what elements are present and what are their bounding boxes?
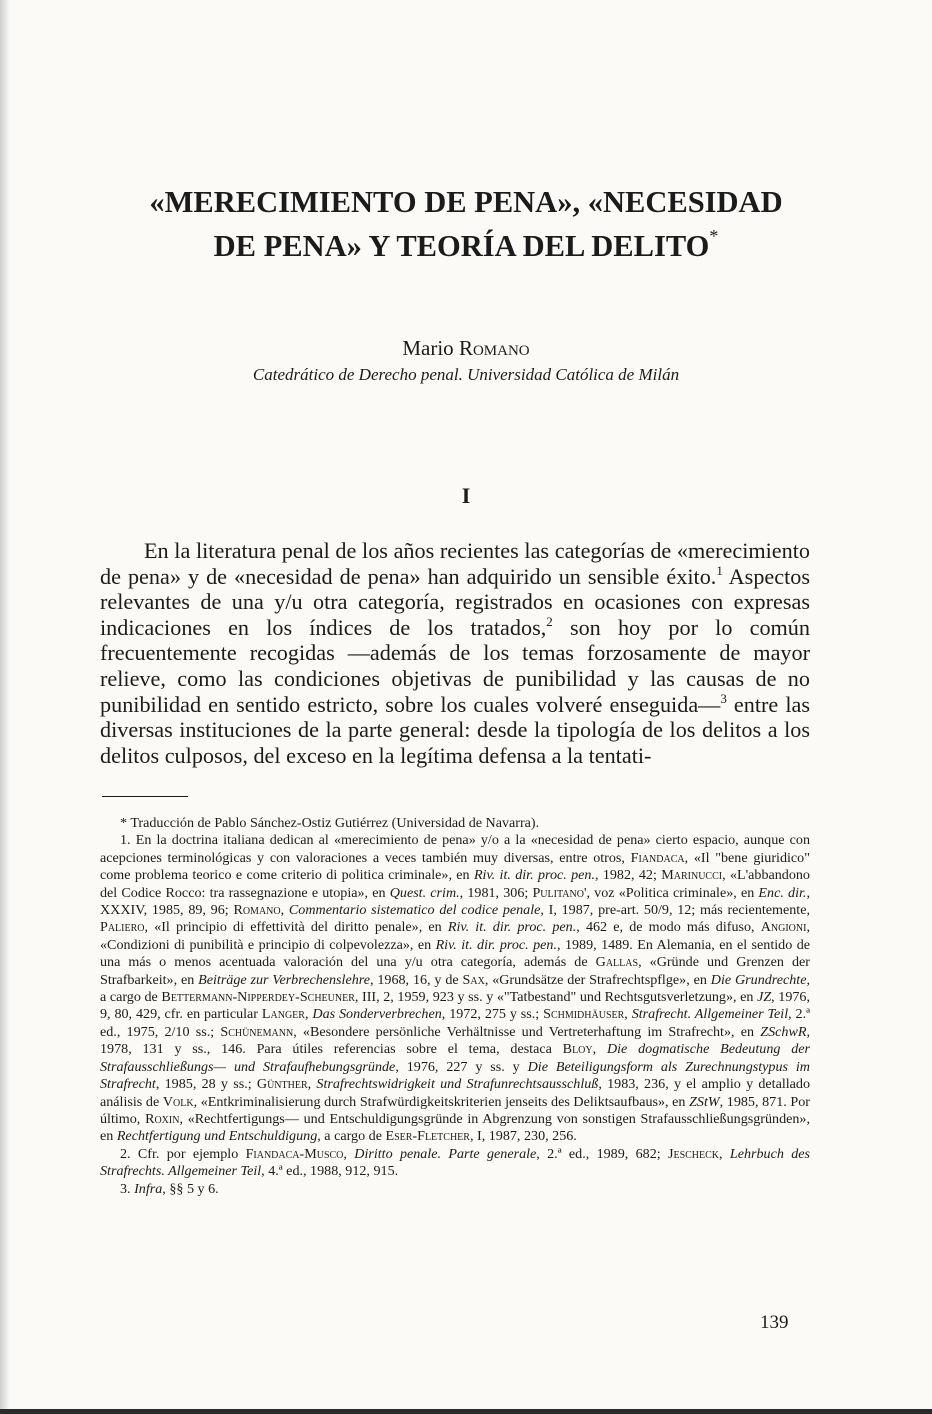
text-run: , 4.ª ed., 1988, 912, 915. (261, 1163, 399, 1180)
text-run: , 1978, 131 y ss., 146. Para útiles referencias sobre el tema, destaca (100, 1023, 810, 1058)
author-citation: Marinucci (661, 867, 723, 884)
text-run: 3. (120, 1180, 135, 1197)
page-number: 139 (760, 1312, 789, 1333)
italic-title: Riv. it. dir. proc. pen. (473, 867, 595, 884)
author-citation: Angioni (760, 919, 807, 936)
footnote-separator (102, 796, 188, 797)
text-run: , I, 1987, pre-art. 50/9, 12; más recientemente, (540, 902, 810, 919)
text-run: , 1983, 236, y el amplio y detallado análisis de (100, 1076, 811, 1110)
author-citation: Langer (261, 1006, 305, 1023)
author-citation: Volk (162, 1093, 194, 1110)
italic-title: Riv. it. dir. proc. pen. (435, 936, 557, 953)
text-run: , 1981, 306; (459, 884, 533, 901)
text-run: , 1985, 871. Por último, (100, 1093, 810, 1127)
text-run: , «Gründe und Grenzen der Strafbarkeit», en (100, 954, 810, 988)
author-citation: Romano (233, 902, 281, 919)
text-run: , «Il principio di effettività del diritto penale», en (144, 919, 448, 936)
text-run: , 1976, 227 y ss. y (395, 1058, 528, 1075)
footnotes (100, 815, 810, 1198)
scan-shadow-bottom (0, 1409, 932, 1414)
italic-title: Enc. dir. (758, 884, 807, 901)
article-title (60, 180, 872, 268)
italic-title: Die dogmatische Bedeutung der Strafausschließungs— und Strafaufhebungsgründe (100, 1041, 811, 1075)
author-citation: Pulitano' (532, 884, 587, 901)
text-run: , 1968, 16, y de (369, 971, 463, 988)
text-run: 1. En la doctrina italiana dedican al «merecimiento de pena» y/o a la «necesidad de pena» cierto espacio, aunque con acepciones terminológicas y con valoraciones a veces también muy diversas, entre otros, (100, 832, 810, 866)
text-run: , §§ 5 y 6. (162, 1180, 219, 1197)
author-citation: Jescheck (667, 1145, 720, 1162)
footnote-reference: 3 (720, 690, 727, 706)
italic-title: Beiträge zur Verbrechenslehre (198, 971, 370, 988)
text-run: , 1972, 275 y ss.; (441, 1006, 544, 1023)
italic-title: Die Grundrechte (710, 971, 807, 988)
author-citation: Bettermann-Nipperdey-Scheuner (161, 989, 355, 1006)
article-title-line-1: «MERECIMIENTO DE PENA», «NECESIDAD (149, 185, 783, 219)
footnote (100, 815, 810, 832)
author-citation: Paliero (100, 919, 145, 936)
footnote-reference: 1 (716, 562, 723, 578)
italic-title: Quest. crim. (389, 884, 460, 901)
italic-title: Strafrechtswidrigkeit und Strafunrechtsausschluß (316, 1076, 599, 1093)
text-run: , voz «Politica criminale», en (586, 884, 759, 901)
text-run: , «Besondere persönliche Verhältnisse und Vertreterhaftung im Strafrecht», en (293, 1023, 761, 1040)
text-run: , XXXIV, 1985, 89, 96; (100, 884, 810, 919)
footnote-reference: 2 (546, 613, 553, 629)
text-run: , «Condizioni di punibilità e principio di colpevolezza», en (100, 919, 810, 953)
text-run: , 1976, 9, 80, 429, cfr. en particular (100, 989, 810, 1023)
italic-title: Riv. it. dir. proc. pen. (447, 919, 577, 936)
scan-shadow-left (0, 0, 10, 1414)
text-run: , (304, 1006, 313, 1023)
author-first-name: Mario (402, 336, 454, 360)
text-run: , 1989, 1489. En Alemania, en el sentido de una más o menos acentuada valoración del una y/u otra categoría, además de (100, 936, 810, 971)
text-run: 2. Cfr. por ejemplo (120, 1145, 246, 1162)
text-run: , (719, 1145, 730, 1162)
author-citation: Roxin (145, 1110, 180, 1127)
author-citation: Gallas (595, 954, 639, 971)
body-paragraph (100, 538, 810, 768)
italic-title: Infra (134, 1180, 163, 1197)
article-title-line-2: DE PENA» Y TEORÍA DEL DELITO (213, 229, 710, 263)
text-run: son hoy por lo común frecuentemente recogidas —además de los temas forzosamente de mayor relieve, como las condiciones objetivas de punibilidad y las causas de no punibilidad en sentido estricto, sobre los cuales volveré enseguida— (100, 614, 810, 717)
author-affiliation: Catedrático de Derecho penal. Universidad Católica de Milán (252, 365, 680, 384)
author-citation: Sax (462, 971, 485, 988)
italic-title: Das Sonderverbrechen (312, 1006, 442, 1023)
text-run: * Traducción de Pablo Sánchez-Ostiz Gutiérrez (Universidad de Navarra). (120, 815, 540, 831)
text-run: , (280, 902, 289, 919)
author-citation: Schmidhäuser (543, 1006, 625, 1023)
italic-title: Rechtfertigung und Entschuldigung (116, 1128, 318, 1145)
italic-title: ZStW (689, 1093, 720, 1110)
text-run: Aspectos relevantes de una y/u otra categoría, registrados en ocasiones con expresas indicaciones en los índices de los tratados, (100, 563, 810, 640)
footnote (100, 1181, 810, 1198)
author-citation: Fiandaca-Musco (245, 1145, 344, 1162)
text-run: , (307, 1076, 317, 1093)
text-run: , I, 1987, 230, 256. (469, 1128, 577, 1145)
text-run: , (624, 1006, 632, 1023)
italic-title: Die Beteiligungsform als Zurechnungstypus im Strafrecht (100, 1058, 810, 1093)
text-run: , «Entkriminalisierung durch Strafwürdigkeitskriterien jenseits des Deliktsaufbaus», en (193, 1093, 690, 1110)
text-run: , 462 e, de modo más difuso, (576, 919, 761, 936)
text-run: , III, 2, 1959, 923 y ss. y «"Tatbestand" und Rechtsgutsverletzung», en (354, 989, 758, 1006)
title-footnote-marker: * (709, 226, 719, 246)
author-citation: Bloy (562, 1041, 593, 1058)
text-run: , (592, 1041, 607, 1058)
author-citation: Günther (256, 1076, 308, 1093)
author-citation: Eser-Fletcher (385, 1128, 470, 1145)
text-run: , «Grundsätze der Strafrechtspflge», en (484, 971, 711, 988)
text-run: , 1985, 28 y ss.; (155, 1076, 257, 1093)
italic-title: Commentario sistematico del codice penale (288, 902, 541, 919)
text-run: , 2.ª ed., 1975, 2/10 ss.; (100, 1006, 811, 1040)
text-run: En la literatura penal de los años recientes las categorías de «merecimiento de pena» y de «necesidad de pena» han adquirido un sensible éxito. (100, 538, 810, 589)
text-run: , «Rechtfertigungs— und Entschuldigungsgründe in Abgrenzung von sonstigen Strafausschließungsgründen», en (100, 1110, 810, 1145)
text-run: , «Il "bene giuridico" come problema teorico e come criterio di politica criminale», en (100, 849, 810, 884)
text-run: , «L'abbandono del Codice Rocco: tra rassegnazione e utopia», en (100, 867, 810, 901)
text-run: , 1982, 42; (594, 867, 662, 884)
footnote (100, 1146, 810, 1181)
author-citation: Fiandaca (630, 849, 685, 866)
italic-title: Strafrecht. Allgemeiner Teil (631, 1006, 789, 1023)
text-run: , a cargo de (317, 1128, 386, 1145)
italic-title: ZSchwR (760, 1023, 807, 1040)
author-name (80, 335, 852, 361)
author-last-name: Romano (458, 336, 530, 360)
section-heading: I (461, 483, 471, 508)
footnote (100, 832, 810, 1145)
text-run: , (343, 1145, 355, 1162)
text-run: , a cargo de (100, 971, 811, 1006)
italic-title: Diritto penale. Parte generale (354, 1145, 537, 1162)
italic-title: Lehrbuch des Strafrechts. Allgemeiner Teil (100, 1145, 810, 1180)
author-citation: Schünemann (220, 1023, 294, 1040)
text-run: entre las diversas instituciones de la parte general: desde la tipología de los delitos a los delitos culposos, del exceso en la legítima defensa a la tentati- (100, 691, 810, 768)
italic-title: JZ (757, 989, 772, 1006)
text-run: , 2.ª ed., 1989, 682; (536, 1145, 668, 1162)
